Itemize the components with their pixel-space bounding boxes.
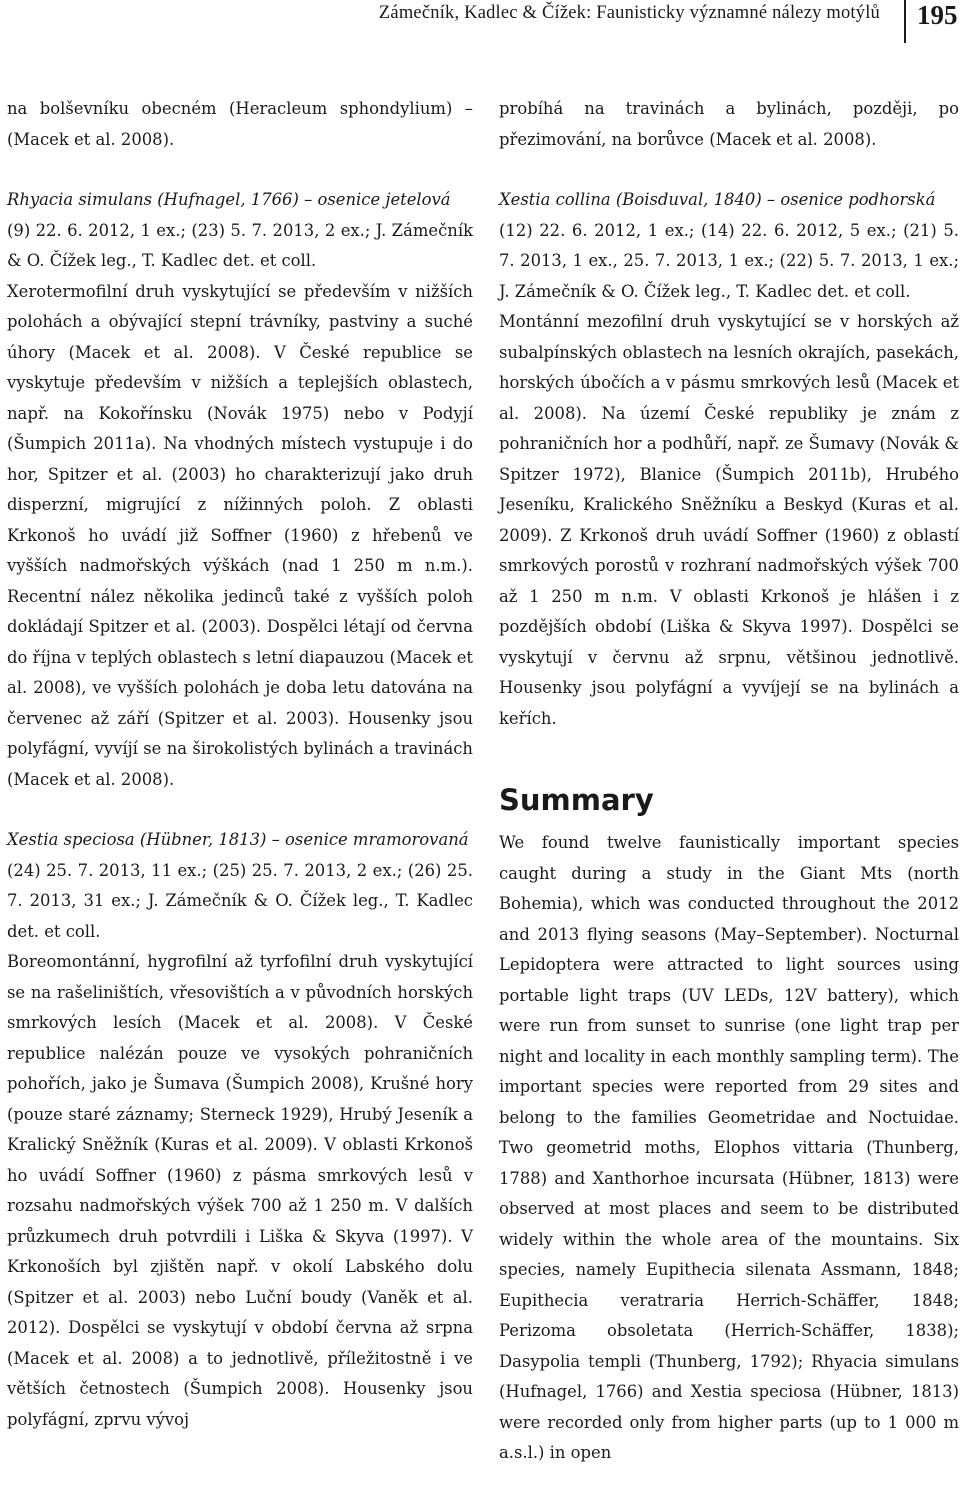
header-divider bbox=[904, 0, 906, 43]
text-rhyacia: Xerotermofilní druh vyskytující se především v nižších polohách a obývající stepní trávníky, pastviny a suché úhory (Macek et al. 2008). V České republice se vyskytuje především v nižších a teplejších oblastech, např. na Kokořínsku (Novák 1975) nebo v Podyjí (Šumpich 2011a). Na vhodných místech vystupuje i do hor, Spitzer et al. (2003) ho charakterizují jako druh disperzní, migrující z nížinných poloh. Z oblasti Krkonoš ho uvádí již Soffner (1960) z hřebenů ve vyšších nadmořských výškách (nad 1 250 m n.m.). Recentní nález několika jedinců také z vyšších poloh dokládají Spitzer et al. (2003). Dospělci létají od června do října v teplých oblastech s letní diapauzou (Macek et al. 2008), ve vyšších polohách je doba letu datována na červenec až září (Spitzer et al. 2003). Housenky jsou polyfágní, vyvíjí se na širokolistých bylinách a travinách (Macek et al. 2008). bbox=[7, 281, 473, 789]
summary-text: We found twelve faunistically important species caught during a study in the Giant Mts (north Bohemia), which was conducted throughout the 2012 and 2013 flying seasons (May–September). Nocturnal Lepidoptera were attracted to light sources using portable light traps (UV LEDs, 12V battery), which were run from sunset to sunrise (one light trap per night and locality in each monthly sampling term). The important species were reported from 29 sites and belong to the families Geometridae and Noctuidae. Two geometrid moths, Elophos vittaria (Thunberg, 1788) and Xanthorhoe incursata (Hübner, 1813) were observed at most places and seem to be distributed widely within the whole area of the mountains. Six species, namely Eupithecia silenata Assmann, 1848; Eupithecia veratraria Herrich-Schäffer, 1848; Perizoma obsoletata (Herrich-Schäffer, 1838); Dasypolia templi (Thunberg, 1792); Rhyacia simulans (Hufnagel, 1766) and Xestia speciosa (Hübner, 1813) were recorded only from higher parts (up to 1 000 m a.s.l.) in open bbox=[499, 833, 959, 1462]
species-heading-rhyacia: Rhyacia simulans (Hufnagel, 1766) – osenice jetelová bbox=[7, 190, 451, 209]
right-column bbox=[499, 94, 959, 1469]
species-heading-xestia-speciosa: Xestia speciosa (Hübner, 1813) – osenice mramorovaná bbox=[7, 830, 469, 849]
records-xestia-collina: (12) 22. 6. 2012, 1 ex.; (14) 22. 6. 2012, 5 ex.; (21) 5. 7. 2013, 1 ex., 25. 7. 2013, 1 ex.; (22) 5. 7. 2013, 1 ex.; J. Zámečník & O. Čížek leg., T. Kadlec det. et coll. bbox=[499, 220, 959, 301]
text-xestia-speciosa: Boreomontánní, hygrofilní až tyrfofilní druh vyskytující se na rašeliništích, vřesovištích a v původních horských smrkových lesích (Macek et al. 2008). V České republice nalézán pouze ve vysokých pohraničních pohořích, jako je Šumava (Šumpich 2008), Krušné hory (pouze staré záznamy; Sterneck 1929), Hrubý Jeseník a Kralický Sněžník (Kuras et al. 2009). V oblasti Krkonoš ho uvádí Soffner (1960) z pásma smrkových lesů v rozsahu nadmořských výšek 700 až 1 250 m. V dalších průzkumech druh potvrdili i Liška & Skyva (1997). V Krkonoších byl zjištěn např. v okolí Labského dolu (Spitzer et al. 2003) nebo Luční boudy (Vaněk et al. 2012). Dospělci se vyskytují v období června až srpna (Macek et al. 2008) a to jednotlivě, příležitostně i ve větších četnostech (Šumpich 2008). Housenky jsou polyfágní, zprvu vývoj bbox=[7, 952, 473, 1429]
continued-paragraph-right: probíhá na travinách a bylinách, později, po přezimování, na borůvce (Macek et al. 2008). bbox=[499, 99, 959, 149]
running-title: Zámečník, Kadlec & Čížek: Faunisticky významné nálezy motýlů bbox=[378, 3, 880, 23]
summary-heading: Summary bbox=[499, 783, 654, 817]
running-header bbox=[0, 0, 960, 60]
text-xestia-collina: Montánní mezofilní druh vyskytující se v horských až subalpínských oblastech na lesních okrajích, pasekách, horských úbočích a v pásmu smrkových lesů (Macek et al. 2008). Na území České republiky je znám z pohraničních hor a podhůří, např. ze Šumavy (Novák & Spitzer 1972), Blanice (Šumpich 2011b), Hrubého Jeseníku, Kralického Sněžníku a Beskyd (Kuras et al. 2009). Z Krkonoš druh uvádí Soffner (1960) z oblastí smrkových porostů v rozhraní nadmořských výšek 700 až 1 250 m n.m. V oblasti Krkonoš je hlášen i z pozdějších období (Liška & Skyva 1997). Dospělci se vyskytují v červnu až srpnu, většinou jednotlivě. Housenky jsou polyfágní a vyvíjejí se na bylinách a keřích. bbox=[499, 312, 959, 728]
continued-paragraph: na bolševníku obecném (Heracleum sphondylium) – (Macek et al. 2008). bbox=[7, 99, 473, 149]
records-rhyacia: (9) 22. 6. 2012, 1 ex.; (23) 5. 7. 2013, 2 ex.; J. Zámečník & O. Čížek leg., T. Kadlec det. et coll. bbox=[7, 220, 473, 270]
species-heading-xestia-collina: Xestia collina (Boisduval, 1840) – osenice podhorská bbox=[499, 190, 936, 209]
records-xestia-speciosa: (24) 25. 7. 2013, 11 ex.; (25) 25. 7. 2013, 2 ex.; (26) 25. 7. 2013, 31 ex.; J. Zámečník & O. Čížek leg., T. Kadlec det. et coll. bbox=[7, 860, 473, 941]
left-column bbox=[7, 94, 473, 1435]
page-number: 195 bbox=[917, 0, 958, 30]
